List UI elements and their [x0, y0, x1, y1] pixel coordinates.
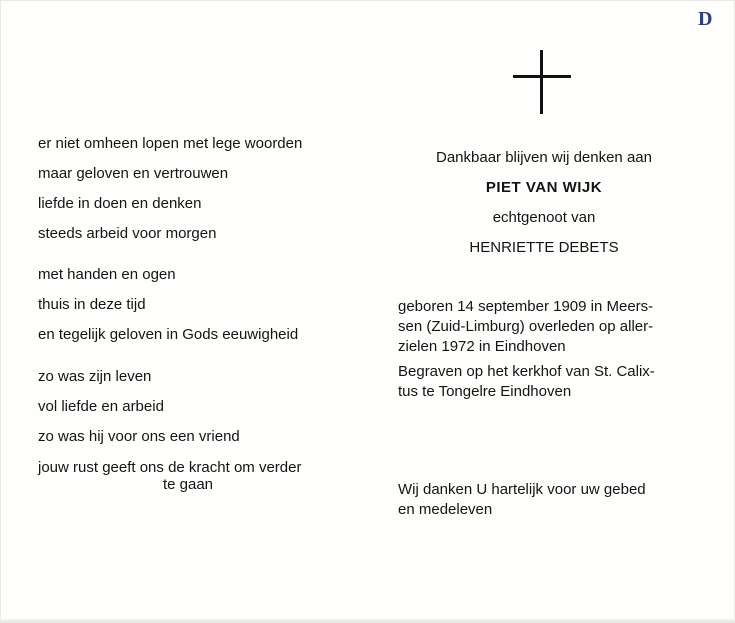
thanks-line: en medeleven — [398, 501, 493, 518]
poem-line: er niet omheen lopen met lege woorden — [38, 135, 303, 152]
poem-line: zo was zijn leven — [38, 368, 152, 385]
poem-line: zo was hij voor ons een vriend — [38, 428, 240, 445]
card-bottom-edge — [0, 619, 735, 623]
poem-line: maar geloven en vertrouwen — [38, 165, 229, 182]
poem-line: en tegelijk geloven in Gods eeuwigheid — [38, 326, 299, 343]
bio-line: tus te Tongelre Eindhoven — [398, 383, 572, 400]
relation-line: echtgenoot van — [492, 209, 596, 226]
poem-line: jouw rust geeft ons de kracht om verder — [38, 459, 302, 476]
bio-line: geboren 14 september 1909 in Meers- — [398, 298, 654, 315]
thanks-line: Wij danken U hartelijk voor uw gebed — [398, 481, 646, 498]
poem-line: thuis in deze tijd — [38, 296, 146, 313]
cross-vertical-bar — [540, 50, 543, 114]
spouse-name: HENRIETTE DEBETS — [469, 239, 619, 256]
handwritten-mark: D — [698, 8, 713, 30]
poem-line: vol liefde en arbeid — [38, 398, 164, 415]
bio-line: zielen 1972 in Eindhoven — [398, 338, 566, 355]
cross-horizontal-bar — [513, 75, 571, 78]
intro-line: Dankbaar blijven wij denken aan — [436, 149, 652, 166]
poem-line: liefde in doen en denken — [38, 195, 202, 212]
bio-line: sen (Zuid-Limburg) overleden op aller- — [398, 318, 654, 335]
poem-line: met handen en ogen — [38, 266, 176, 283]
poem-line: te gaan — [162, 476, 214, 493]
bio-line: Begraven op het kerkhof van St. Calix- — [398, 363, 655, 380]
poem-line: steeds arbeid voor morgen — [38, 225, 217, 242]
cross-icon — [513, 50, 571, 114]
deceased-name: PIET VAN WIJK — [485, 179, 603, 196]
